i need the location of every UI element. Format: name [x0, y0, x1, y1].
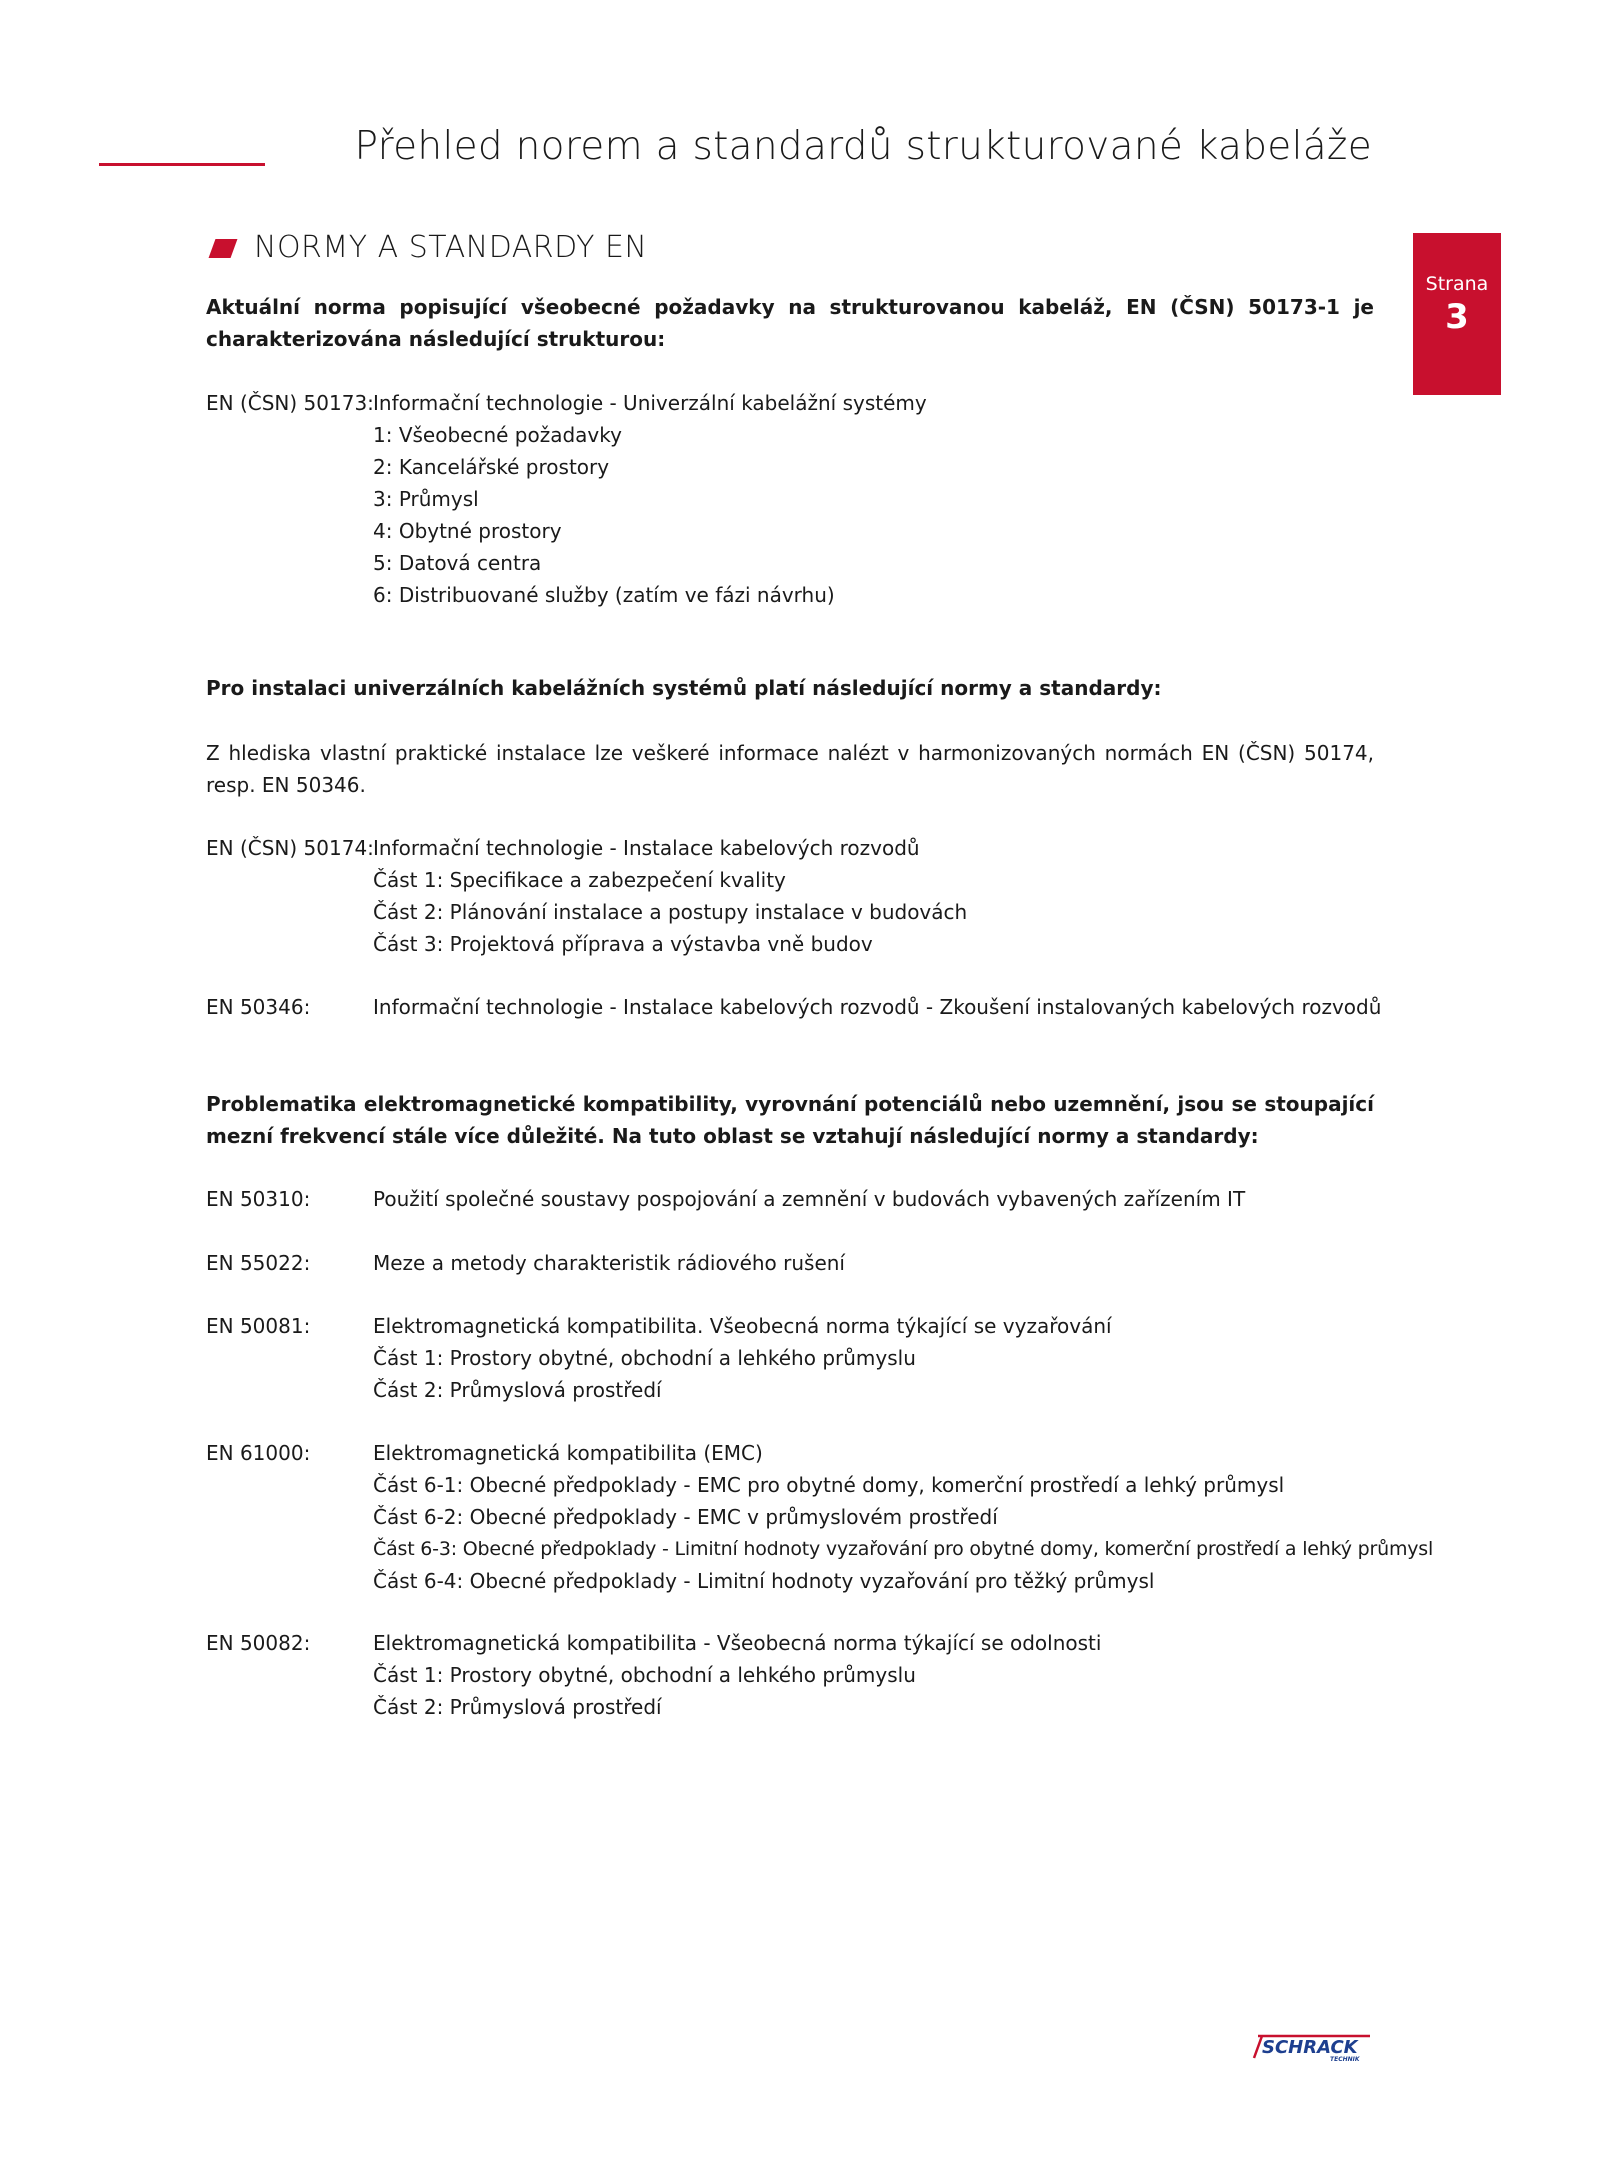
intro-block	[206, 291, 1374, 355]
standard-part: 3: Průmysl	[373, 487, 479, 511]
standard-code: EN (ČSN) 50173:	[206, 391, 374, 415]
logo-text: SCHRACK	[1262, 2037, 1358, 2058]
install-heading: Pro instalaci univerzálních kabelážních systémů platí následující normy a standardy:	[206, 676, 1162, 700]
standard-title: Elektromagnetická kompatibilita (EMC)	[373, 1441, 763, 1465]
standard-en50346	[206, 991, 1382, 1023]
page-number-tab	[1413, 233, 1501, 395]
page-number: 3	[1445, 297, 1469, 337]
standard-title: Použití společné soustavy pospojování a zemnění v budovách vybavených zařízením IT	[373, 1187, 1246, 1211]
standard-en50082	[206, 1627, 1374, 1723]
standard-code: EN 50346:	[206, 995, 311, 1019]
standard-part: Část 2: Průmyslová prostředí	[373, 1695, 662, 1719]
standard-code: EN 55022:	[206, 1251, 311, 1275]
install-heading-block	[206, 672, 1374, 704]
logo-subtext: TECHNIK	[1330, 2056, 1360, 2062]
standard-en50081	[206, 1310, 1374, 1406]
standard-part: 1: Všeobecné požadavky	[373, 423, 622, 447]
standard-title: Informační technologie - Univerzální kabelážní systémy	[373, 391, 927, 415]
standard-code: EN 61000:	[206, 1441, 311, 1465]
standard-en61000	[206, 1437, 1434, 1597]
standard-part: Část 2: Plánování instalace a postupy instalace v budovách	[373, 900, 968, 924]
standard-en50174	[206, 832, 1374, 960]
standard-title: Elektromagnetická kompatibilita - Všeobecná norma týkající se odolnosti	[373, 1631, 1102, 1655]
standard-title: Informační technologie - Instalace kabelových rozvodů - Zkoušení instalovaných kabelových rozvodů	[373, 995, 1382, 1019]
standard-title: Meze a metody charakteristik rádiového rušení	[373, 1251, 845, 1275]
red-bullet-icon	[209, 239, 238, 258]
install-paragraph: Z hlediska vlastní praktické instalace lze veškeré informace nalézt v harmonizovaných normách EN (ČSN) 50174, resp. EN 50346.	[206, 741, 1374, 797]
page-label: Strana	[1425, 273, 1489, 295]
install-paragraph-block	[206, 737, 1374, 801]
schrack-logo	[1252, 2032, 1374, 2062]
standard-part: Část 6-3: Obecné předpoklady - Limitní hodnoty vyzařování pro obytné domy, komerční prostředí a lehký průmysl	[373, 1538, 1434, 1560]
standard-code: EN (ČSN) 50174:	[206, 836, 374, 860]
standard-code: EN 50081:	[206, 1314, 311, 1338]
standard-en55022	[206, 1247, 1374, 1279]
standard-part: Část 1: Prostory obytné, obchodní a lehkého průmyslu	[373, 1346, 916, 1370]
standard-part: 6: Distribuované služby (zatím ve fázi návrhu)	[373, 583, 835, 607]
page-title: Přehled norem a standardů strukturované kabeláže	[354, 124, 1372, 169]
standard-part: Část 6-1: Obecné předpoklady - EMC pro obytné domy, komerční prostředí a lehký průmysl	[373, 1473, 1285, 1497]
emc-heading-block	[206, 1088, 1374, 1152]
standard-code: EN 50082:	[206, 1631, 311, 1655]
standard-part: Část 2: Průmyslová prostředí	[373, 1378, 662, 1402]
section-heading	[206, 232, 647, 264]
emc-heading: Problematika elektromagnetické kompatibility, vyrovnání potenciálů nebo uzemnění, jsou se stoupající mezní frekvencí stále více důležité. Na tuto oblast se vztahují následující normy a standardy:	[206, 1092, 1374, 1148]
section-title: NORMY A STANDARDY EN	[254, 230, 648, 265]
standard-part: Část 1: Specifikace a zabezpečení kvality	[373, 868, 786, 892]
standard-title: Elektromagnetická kompatibilita. Všeobecná norma týkající se vyzařování	[373, 1314, 1112, 1338]
standard-part: Část 3: Projektová příprava a výstavba vně budov	[373, 932, 873, 956]
intro-paragraph: Aktuální norma popisující všeobecné požadavky na strukturovanou kabeláž, EN (ČSN) 50173-1 je charakterizována následující strukturou:	[206, 295, 1374, 351]
standard-en50173	[206, 387, 1374, 611]
standard-title: Informační technologie - Instalace kabelových rozvodů	[373, 836, 920, 860]
standard-part: Část 6-2: Obecné předpoklady - EMC v průmyslovém prostředí	[373, 1505, 998, 1529]
header-accent-line	[99, 163, 265, 166]
standard-part: Část 1: Prostory obytné, obchodní a lehkého průmyslu	[373, 1663, 916, 1687]
standard-part: 2: Kancelářské prostory	[373, 455, 610, 479]
standard-part: 5: Datová centra	[373, 551, 542, 575]
standard-en50310	[206, 1183, 1374, 1215]
standard-part: 4: Obytné prostory	[373, 519, 562, 543]
standard-part: Část 6-4: Obecné předpoklady - Limitní hodnoty vyzařování pro těžký průmysl	[373, 1569, 1155, 1593]
standard-code: EN 50310:	[206, 1187, 311, 1211]
